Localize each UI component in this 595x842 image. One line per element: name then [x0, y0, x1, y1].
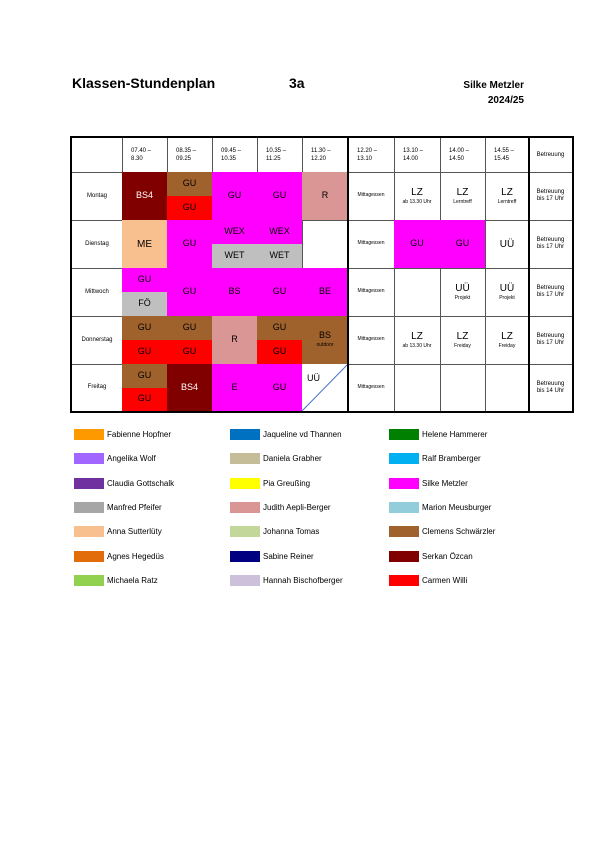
day-label-text: Donnerstag	[81, 336, 113, 343]
legend-label: Serkan Özcan	[422, 551, 473, 561]
lesson-cell	[485, 220, 529, 268]
lesson-cell	[212, 220, 257, 244]
legend-item	[389, 575, 467, 586]
lesson-cell-text: UÜ	[499, 282, 515, 294]
lesson-cell-text: WEX	[269, 226, 290, 237]
lunch-cell	[348, 220, 394, 268]
legend-item	[74, 526, 162, 537]
lesson-cell	[394, 220, 440, 268]
lesson-cell	[394, 316, 440, 364]
legend-swatch	[230, 575, 260, 586]
legend-label: Johanna Tomas	[263, 527, 320, 537]
lesson-cell-text: LZ	[456, 330, 469, 342]
lesson-cell	[257, 364, 302, 411]
thick-separator	[528, 138, 530, 411]
lesson-cell	[167, 220, 212, 268]
legend-label: Sabine Reiner	[263, 551, 314, 561]
lesson-cell-text: BS	[318, 330, 331, 341]
lesson-cell-text: FÖ	[138, 298, 151, 309]
day-label	[72, 316, 122, 364]
time-header	[257, 138, 302, 172]
lesson-cell-text: LZ	[501, 186, 513, 198]
legend-swatch	[230, 478, 260, 489]
legend-swatch	[230, 526, 260, 537]
lesson-cell-subtext: ab 13.30 Uhr	[402, 342, 432, 349]
legend-swatch	[74, 453, 104, 464]
lesson-cell-text: ME	[137, 238, 152, 250]
thick-separator	[347, 138, 349, 411]
lesson-cell-text: WET	[269, 250, 290, 261]
time-header-text: 12.20 – 13.10	[357, 147, 378, 162]
lesson-cell	[167, 172, 212, 196]
day-label-text: Freitag	[87, 384, 107, 391]
legend-swatch	[230, 502, 260, 513]
lunch-cell-text: Mittagessen	[357, 192, 385, 199]
lesson-cell-subtext: Lerntreff	[497, 198, 517, 205]
legend-label: Judith Aepli-Berger	[263, 502, 331, 512]
legend-item	[74, 429, 171, 440]
lesson-cell	[257, 316, 302, 340]
legend-swatch	[389, 526, 419, 537]
time-header-text: 13.10 – 14.00	[403, 147, 424, 162]
legend-swatch	[389, 478, 419, 489]
lesson-cell-text: GU	[455, 238, 470, 249]
lesson-cell-text: BS4	[180, 381, 198, 392]
lesson-cell-subtext: ab 13.30 Uhr	[402, 198, 432, 205]
betreuung-cell	[529, 220, 572, 268]
betreuung-cell-text: Betreuung bis 17 Uhr	[536, 333, 565, 346]
lesson-cell	[122, 316, 167, 340]
time-header	[212, 138, 257, 172]
betreuung-cell	[529, 364, 572, 411]
betreuung-cell-text: Betreuung bis 17 Uhr	[536, 237, 565, 250]
legend-item	[389, 478, 468, 489]
legend-item	[389, 526, 495, 537]
legend-item	[74, 502, 162, 513]
lunch-cell	[348, 268, 394, 316]
lesson-cell	[212, 172, 257, 220]
lesson-cell-text: GU	[272, 190, 287, 201]
legend-label: Carmen Willi	[422, 575, 468, 585]
legend-label: Marion Meusburger	[422, 502, 492, 512]
legend-item	[389, 429, 487, 440]
legend-label: Pia Greußing	[263, 478, 311, 488]
lesson-cell	[302, 172, 348, 220]
legend-label: Helene Hammerer	[422, 430, 488, 439]
page-title: Klassen-Stundenplan	[72, 75, 216, 91]
lesson-cell-text: BS4	[135, 190, 153, 201]
day-label-text: Dienstag	[85, 240, 109, 247]
legend-swatch	[230, 551, 260, 562]
betreuung-header-text: Betreuung	[536, 151, 565, 158]
betreuung-cell	[529, 172, 572, 220]
lesson-cell-text: GU	[137, 393, 152, 404]
lesson-cell-text: GU	[272, 381, 287, 392]
legend-label: Daniela Grabher	[263, 454, 322, 464]
lesson-cell-text: WEX	[224, 226, 245, 237]
diagonal-split-line	[302, 364, 348, 411]
lesson-cell-text: GU	[137, 346, 152, 357]
legend-item	[74, 575, 158, 586]
legend-swatch	[74, 502, 104, 513]
lesson-cell	[302, 316, 348, 364]
lesson-cell	[167, 316, 212, 340]
legend-swatch	[389, 575, 419, 586]
legend-label: Angelika Wolf	[107, 454, 156, 464]
lunch-cell-text: Mittagessen	[357, 336, 385, 343]
lesson-cell-text: GU	[182, 202, 197, 213]
legend-label: Claudia Gottschalk	[107, 478, 175, 488]
lesson-cell	[394, 172, 440, 220]
lesson-cell	[440, 316, 485, 364]
lesson-cell-subtext: Lerntreff	[453, 198, 472, 205]
teacher-name: Silke Metzler	[463, 80, 524, 91]
legend-label: Anna Sutterlüty	[107, 527, 162, 537]
lesson-cell	[167, 364, 212, 411]
lesson-cell-text: GU	[182, 238, 197, 249]
legend-item	[230, 551, 314, 562]
legend-label: Clemens Schwärzler	[422, 527, 496, 537]
lesson-cell-subtext: Freiday	[498, 342, 516, 349]
lesson-cell-text: GU	[272, 322, 287, 333]
lesson-cell-text: GU	[182, 286, 197, 297]
lesson-cell-text: WET	[224, 250, 245, 261]
lunch-cell-text: Mittagessen	[357, 288, 385, 295]
time-header	[167, 138, 212, 172]
lesson-cell	[167, 268, 212, 316]
lesson-cell	[440, 172, 485, 220]
lesson-cell-subtext: outdoor	[316, 342, 334, 349]
legend-item	[389, 453, 481, 464]
lesson-cell-text: GU	[272, 346, 287, 357]
betreuung-cell-text: Betreuung bis 17 Uhr	[536, 285, 565, 298]
legend-swatch	[230, 429, 260, 440]
betreuung-header	[529, 138, 572, 172]
lunch-cell-text: Mittagessen	[357, 383, 385, 390]
legend-label: Silke Metzler	[422, 478, 468, 488]
time-header	[302, 138, 348, 172]
legend-label: Manfred Pfeifer	[107, 502, 162, 512]
legend-swatch	[230, 453, 260, 464]
day-label	[72, 220, 122, 268]
lesson-cell-text: BS	[228, 286, 241, 297]
lesson-cell	[485, 316, 529, 364]
lesson-cell-text: UÜ	[455, 282, 470, 294]
lesson-cell-text: GU	[137, 369, 152, 380]
lesson-cell	[257, 172, 302, 220]
lunch-cell	[348, 364, 394, 411]
lesson-cell	[122, 220, 167, 268]
legend-item	[389, 551, 473, 562]
legend-swatch	[389, 453, 419, 464]
legend-item	[389, 502, 491, 513]
lesson-cell-text: LZ	[411, 330, 423, 342]
time-header	[122, 138, 167, 172]
lunch-cell	[348, 172, 394, 220]
lesson-cell	[212, 244, 257, 268]
lesson-cell	[122, 172, 167, 220]
lesson-cell	[122, 340, 167, 364]
legend-swatch	[74, 526, 104, 537]
lunch-cell	[348, 316, 394, 364]
lesson-cell-text: LZ	[411, 186, 423, 198]
lesson-cell	[122, 364, 167, 388]
legend-swatch	[74, 429, 104, 440]
lesson-cell	[257, 340, 302, 364]
lesson-cell	[440, 268, 485, 316]
betreuung-cell	[529, 316, 572, 364]
lesson-cell-text: R	[321, 190, 329, 201]
legend-label: Fabienne Hopfner	[107, 430, 172, 439]
legend-item	[74, 551, 164, 562]
time-header-text: 14.55 – 15.45	[494, 147, 515, 162]
legend-swatch	[74, 551, 104, 562]
timetable	[70, 136, 574, 413]
time-header-text: 10.35 – 11.25	[266, 147, 287, 162]
legend-label: Hannah Bischofberger	[263, 575, 343, 585]
legend-item	[230, 429, 342, 440]
time-header	[394, 138, 440, 172]
legend-label: Agnes Hegedüs	[107, 551, 164, 561]
legend-item	[230, 575, 343, 586]
time-header-text: 07.40 – 8.30	[131, 147, 152, 162]
legend-item	[74, 478, 174, 489]
lesson-cell	[122, 268, 167, 292]
legend-item	[230, 526, 319, 537]
time-header-text: 11.30 – 12.20	[311, 147, 331, 162]
time-header	[440, 138, 485, 172]
day-label-text: Mittwoch	[85, 288, 109, 295]
lesson-cell-text: GU	[182, 346, 197, 357]
time-header	[485, 138, 529, 172]
legend-item	[230, 453, 322, 464]
legend-item	[230, 502, 331, 513]
lesson-cell-text: UÜ	[307, 373, 320, 383]
day-label	[72, 172, 122, 220]
lesson-cell-subtext: Projekt	[454, 294, 471, 301]
lesson-cell	[122, 292, 167, 316]
lesson-cell-text: R	[231, 334, 238, 345]
lesson-cell-text: GU	[137, 274, 152, 285]
lesson-cell	[167, 196, 212, 220]
lesson-cell	[167, 340, 212, 364]
lesson-cell-text: LZ	[456, 186, 469, 198]
time-header-text: 08.35 – 09.25	[176, 147, 197, 162]
betreuung-cell-text: Betreuung bis 14 Uhr	[536, 380, 565, 394]
legend-swatch	[74, 575, 104, 586]
lesson-cell-text: GU	[182, 178, 197, 189]
lesson-cell	[257, 244, 302, 268]
lesson-cell	[122, 388, 167, 412]
lunch-cell-text: Mittagessen	[357, 240, 385, 247]
legend-swatch	[389, 429, 419, 440]
legend-swatch	[389, 551, 419, 562]
legend-item	[74, 453, 156, 464]
lesson-cell-text: GU	[272, 286, 287, 297]
lesson-cell	[302, 268, 348, 316]
day-label-text: Montag	[86, 192, 107, 199]
lesson-cell-text: BE	[318, 286, 331, 297]
lesson-cell-subtext: Projekt	[499, 294, 515, 301]
lesson-cell-subtext: Freiday	[454, 342, 471, 349]
lesson-cell-text: GU	[227, 190, 242, 201]
lesson-cell	[440, 220, 485, 268]
lesson-cell	[212, 364, 257, 411]
lesson-cell	[212, 316, 257, 364]
lesson-cell	[302, 364, 348, 411]
class-name: 3a	[289, 75, 305, 91]
lesson-cell-text: E	[231, 381, 238, 392]
lesson-cell-text: GU	[137, 322, 152, 333]
lesson-cell	[485, 268, 529, 316]
lesson-cell-text: LZ	[501, 330, 513, 342]
betreuung-cell	[529, 268, 572, 316]
legend-swatch	[74, 478, 104, 489]
lesson-cell	[212, 268, 257, 316]
lesson-cell	[257, 220, 302, 244]
time-header	[348, 138, 394, 172]
lesson-cell-text: UÜ	[499, 238, 515, 250]
time-header-text: 09.45 – 10.35	[221, 147, 242, 162]
lesson-cell	[485, 172, 529, 220]
day-label	[72, 364, 122, 411]
legend-label: Ralf Bramberger	[422, 454, 481, 464]
school-year: 2024/25	[487, 95, 524, 106]
teacher-info	[430, 78, 524, 108]
legend-label: Michaela Ratz	[107, 575, 158, 585]
legend-item	[230, 478, 310, 489]
lesson-cell-text: GU	[182, 322, 197, 333]
lesson-cell	[257, 268, 302, 316]
lesson-cell-text: GU	[410, 238, 424, 249]
legend-label: Jaqueline vd Thannen	[263, 430, 342, 439]
legend-swatch	[389, 502, 419, 513]
time-header-text: 14.00 – 14.50	[449, 147, 470, 162]
day-label	[72, 268, 122, 316]
betreuung-cell-text: Betreuung bis 17 Uhr	[536, 189, 565, 202]
